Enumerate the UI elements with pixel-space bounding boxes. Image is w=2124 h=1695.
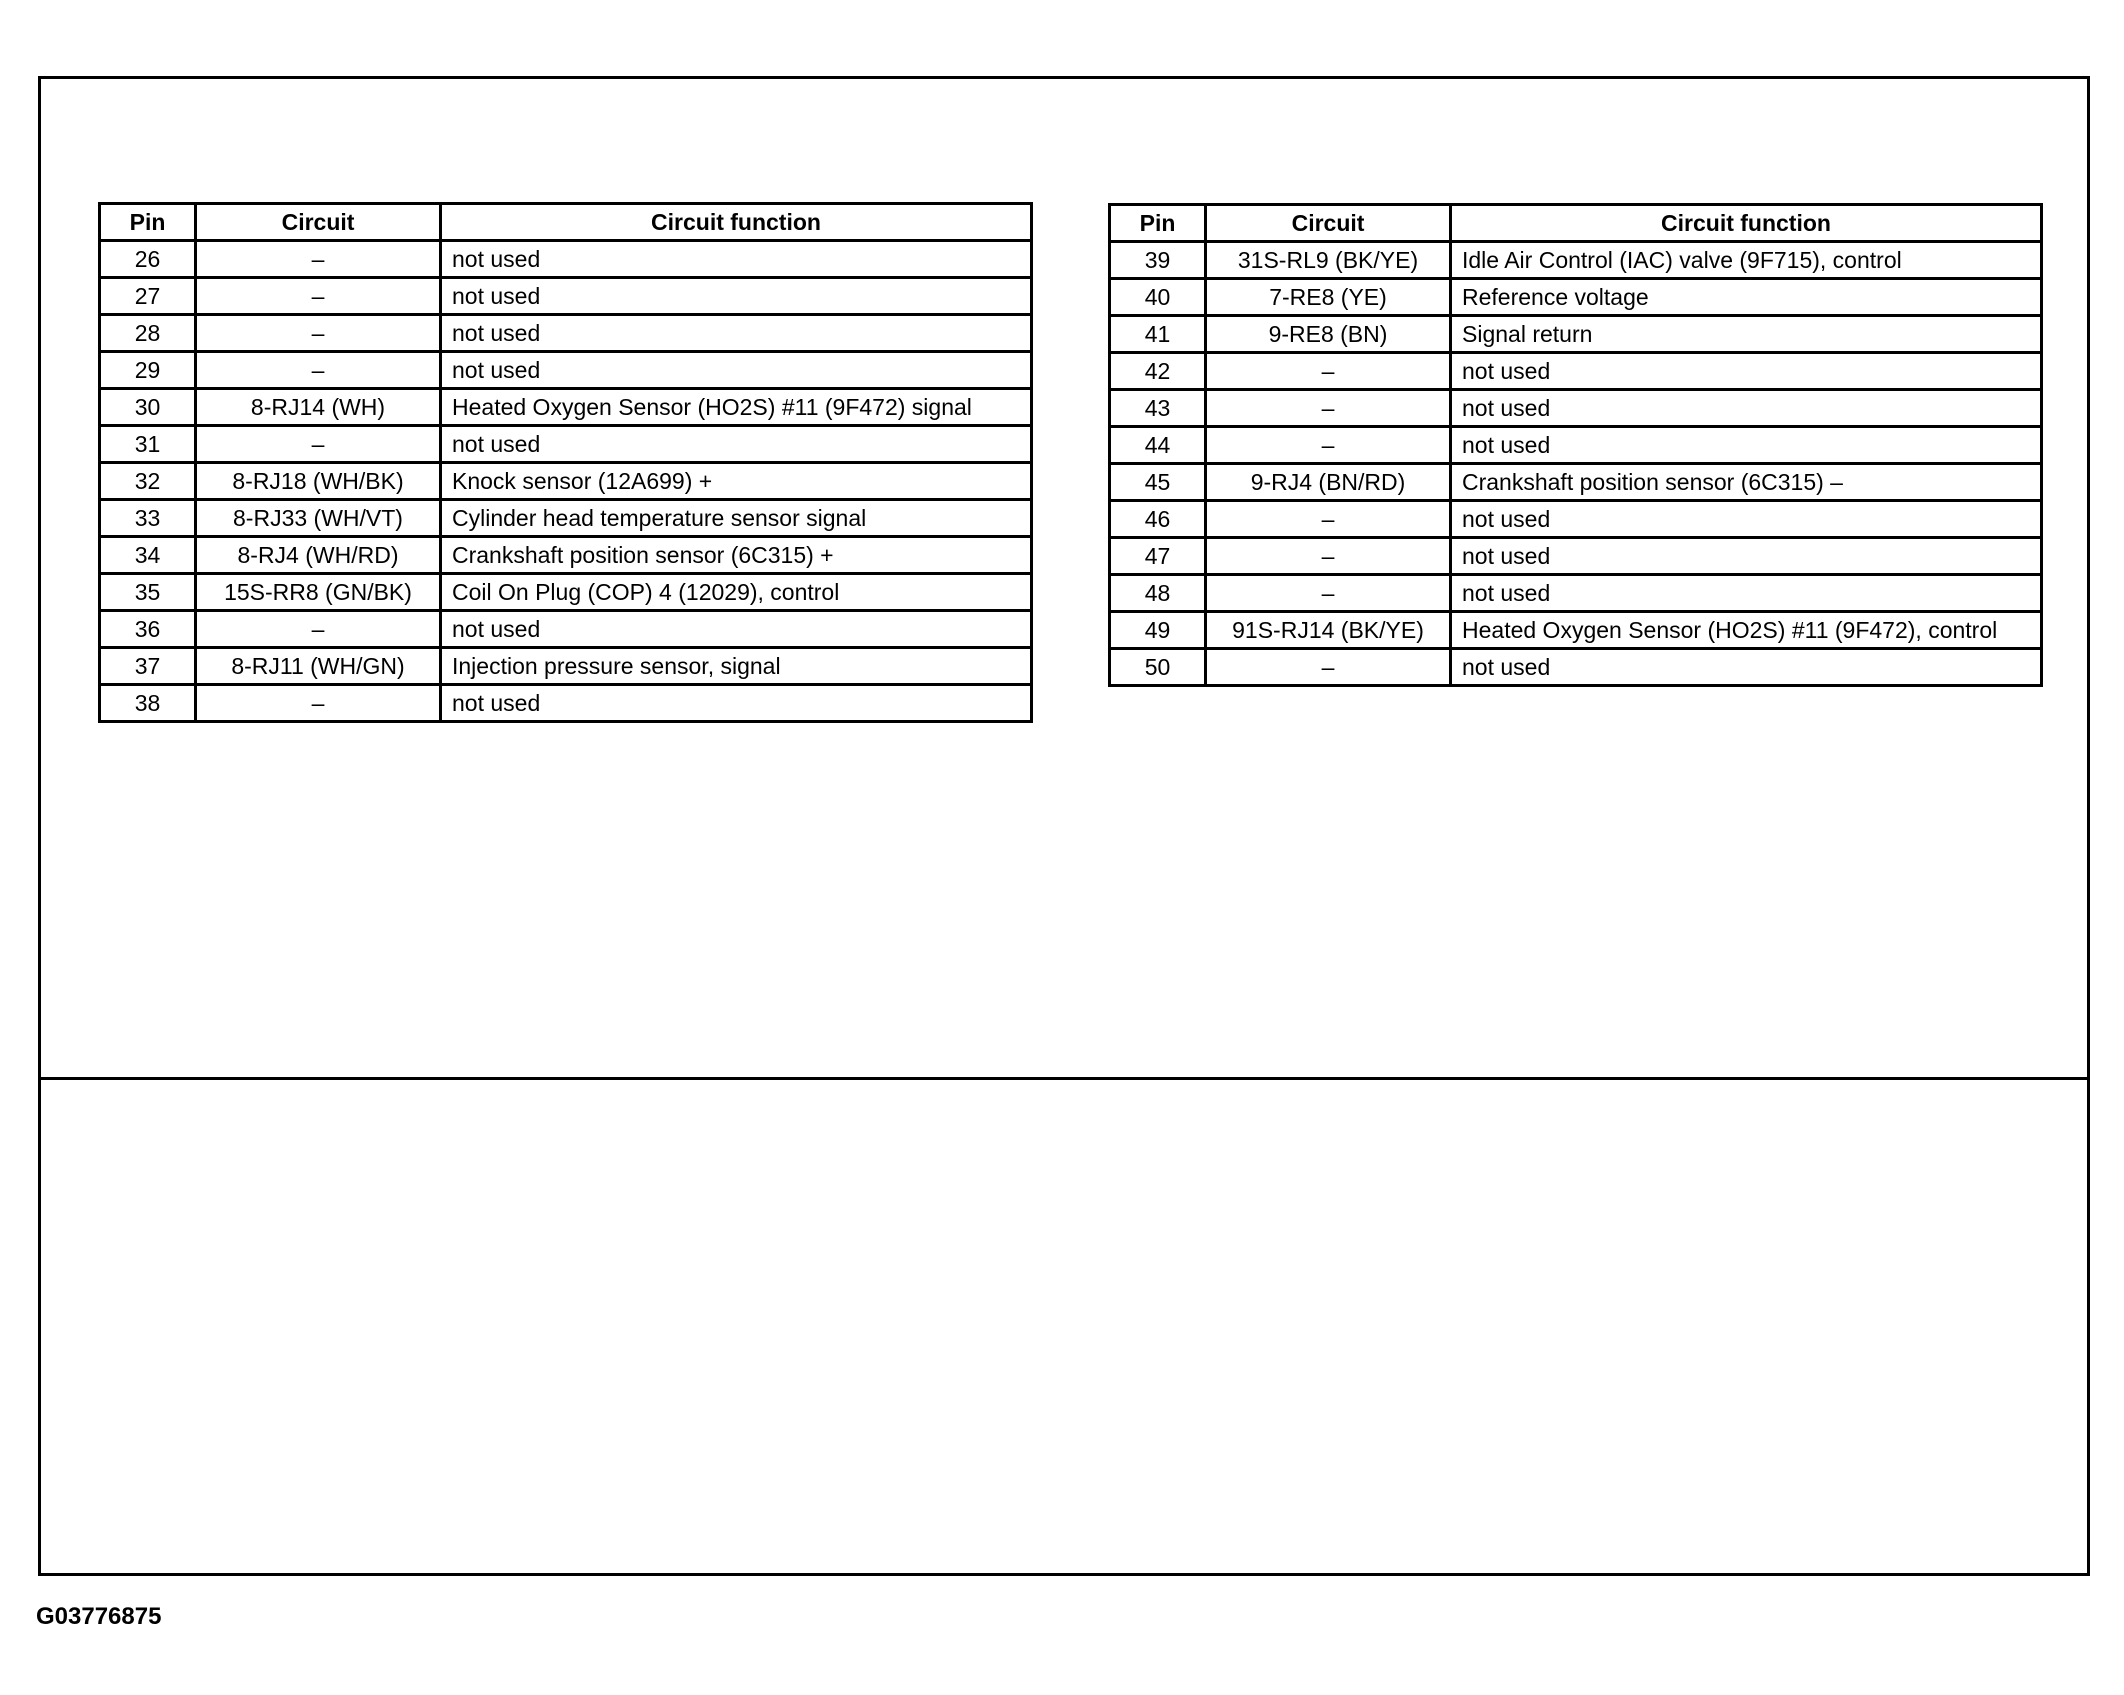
pin-cell: 32	[100, 463, 196, 500]
pin-cell: 36	[100, 611, 196, 648]
pin-cell: 49	[1110, 612, 1206, 649]
pin-cell: 27	[100, 278, 196, 315]
circuit-cell: –	[1206, 649, 1451, 686]
circuit-cell: 8-RJ11 (WH/GN)	[196, 648, 441, 685]
table-header-row	[100, 204, 1032, 241]
circuit-cell: 15S-RR8 (GN/BK)	[196, 574, 441, 611]
table-row	[100, 315, 1032, 352]
frame-divider	[41, 1077, 2087, 1080]
circuit-header: Circuit	[196, 204, 441, 241]
circuit-function-cell: not used	[1451, 575, 2042, 612]
table-row	[1110, 501, 2042, 538]
circuit-function-cell: not used	[441, 352, 1032, 389]
pin-cell: 35	[100, 574, 196, 611]
circuit-cell: 9-RE8 (BN)	[1206, 316, 1451, 353]
circuit-function-cell: Heated Oxygen Sensor (HO2S) #11 (9F472) signal	[441, 389, 1032, 426]
circuit-cell: –	[196, 352, 441, 389]
circuit-cell: –	[196, 685, 441, 722]
pin-cell: 50	[1110, 649, 1206, 686]
pin-cell: 43	[1110, 390, 1206, 427]
circuit-function-header: Circuit function	[441, 204, 1032, 241]
circuit-cell: –	[196, 426, 441, 463]
circuit-function-header: Circuit function	[1451, 205, 2042, 242]
pin-cell: 40	[1110, 279, 1206, 316]
circuit-function-cell: not used	[1451, 390, 2042, 427]
table-row	[1110, 612, 2042, 649]
circuit-cell: –	[1206, 575, 1451, 612]
pin-cell: 30	[100, 389, 196, 426]
circuit-cell: –	[196, 241, 441, 278]
table-row	[1110, 390, 2042, 427]
table-row	[100, 537, 1032, 574]
table-row	[1110, 279, 2042, 316]
circuit-function-cell: Crankshaft position sensor (6C315) –	[1451, 464, 2042, 501]
table-row	[100, 241, 1032, 278]
circuit-cell: –	[1206, 538, 1451, 575]
circuit-function-cell: Idle Air Control (IAC) valve (9F715), control	[1451, 242, 2042, 279]
circuit-function-cell: not used	[441, 315, 1032, 352]
circuit-function-cell: Knock sensor (12A699) +	[441, 463, 1032, 500]
circuit-cell: –	[1206, 390, 1451, 427]
pin-cell: 29	[100, 352, 196, 389]
pin-cell: 38	[100, 685, 196, 722]
pin-cell: 42	[1110, 353, 1206, 390]
pin-table-left	[98, 202, 1033, 723]
pin-cell: 46	[1110, 501, 1206, 538]
circuit-cell: –	[196, 278, 441, 315]
circuit-function-cell: Cylinder head temperature sensor signal	[441, 500, 1032, 537]
table-row	[100, 352, 1032, 389]
circuit-function-cell: not used	[1451, 538, 2042, 575]
circuit-cell: –	[196, 611, 441, 648]
table-row	[1110, 316, 2042, 353]
circuit-function-cell: not used	[441, 685, 1032, 722]
circuit-cell: 8-RJ18 (WH/BK)	[196, 463, 441, 500]
circuit-function-cell: Heated Oxygen Sensor (HO2S) #11 (9F472), control	[1451, 612, 2042, 649]
table-row	[100, 500, 1032, 537]
pin-cell: 34	[100, 537, 196, 574]
table-row	[100, 426, 1032, 463]
table-row	[100, 648, 1032, 685]
pin-cell: 39	[1110, 242, 1206, 279]
circuit-cell: –	[1206, 353, 1451, 390]
circuit-function-cell: not used	[441, 241, 1032, 278]
table-row	[100, 278, 1032, 315]
circuit-cell: –	[1206, 501, 1451, 538]
pin-cell: 37	[100, 648, 196, 685]
table-row	[100, 685, 1032, 722]
pin-cell: 44	[1110, 427, 1206, 464]
table-row	[100, 389, 1032, 426]
circuit-cell: –	[196, 315, 441, 352]
table-row	[100, 574, 1032, 611]
circuit-function-cell: Signal return	[1451, 316, 2042, 353]
pin-cell: 28	[100, 315, 196, 352]
circuit-function-cell: not used	[1451, 427, 2042, 464]
table-header-row	[1110, 205, 2042, 242]
table-row	[1110, 242, 2042, 279]
circuit-cell: 8-RJ14 (WH)	[196, 389, 441, 426]
pin-cell: 45	[1110, 464, 1206, 501]
circuit-cell: 8-RJ4 (WH/RD)	[196, 537, 441, 574]
table-row	[100, 463, 1032, 500]
circuit-function-cell: not used	[1451, 353, 2042, 390]
circuit-function-cell: Coil On Plug (COP) 4 (12029), control	[441, 574, 1032, 611]
pin-cell: 47	[1110, 538, 1206, 575]
table-row	[1110, 538, 2042, 575]
table-row	[1110, 464, 2042, 501]
table-row	[100, 611, 1032, 648]
pin-cell: 48	[1110, 575, 1206, 612]
circuit-cell: 8-RJ33 (WH/VT)	[196, 500, 441, 537]
circuit-function-cell: not used	[441, 278, 1032, 315]
pin-cell: 26	[100, 241, 196, 278]
circuit-function-cell: not used	[441, 611, 1032, 648]
circuit-function-cell: not used	[1451, 501, 2042, 538]
circuit-function-cell: Injection pressure sensor, signal	[441, 648, 1032, 685]
table-row	[1110, 427, 2042, 464]
circuit-cell: –	[1206, 427, 1451, 464]
pin-cell: 33	[100, 500, 196, 537]
circuit-function-cell: Reference voltage	[1451, 279, 2042, 316]
pin-cell: 41	[1110, 316, 1206, 353]
pin-header: Pin	[1110, 205, 1206, 242]
circuit-cell: 91S-RJ14 (BK/YE)	[1206, 612, 1451, 649]
circuit-function-cell: not used	[441, 426, 1032, 463]
table-row	[1110, 649, 2042, 686]
circuit-cell: 9-RJ4 (BN/RD)	[1206, 464, 1451, 501]
table-row	[1110, 575, 2042, 612]
circuit-function-cell: not used	[1451, 649, 2042, 686]
circuit-header: Circuit	[1206, 205, 1451, 242]
circuit-cell: 31S-RL9 (BK/YE)	[1206, 242, 1451, 279]
pin-header: Pin	[100, 204, 196, 241]
pin-cell: 31	[100, 426, 196, 463]
pin-table-right	[1108, 203, 2043, 687]
table-row	[1110, 353, 2042, 390]
figure-id: G03776875	[36, 1603, 162, 1630]
circuit-cell: 7-RE8 (YE)	[1206, 279, 1451, 316]
circuit-function-cell: Crankshaft position sensor (6C315) +	[441, 537, 1032, 574]
